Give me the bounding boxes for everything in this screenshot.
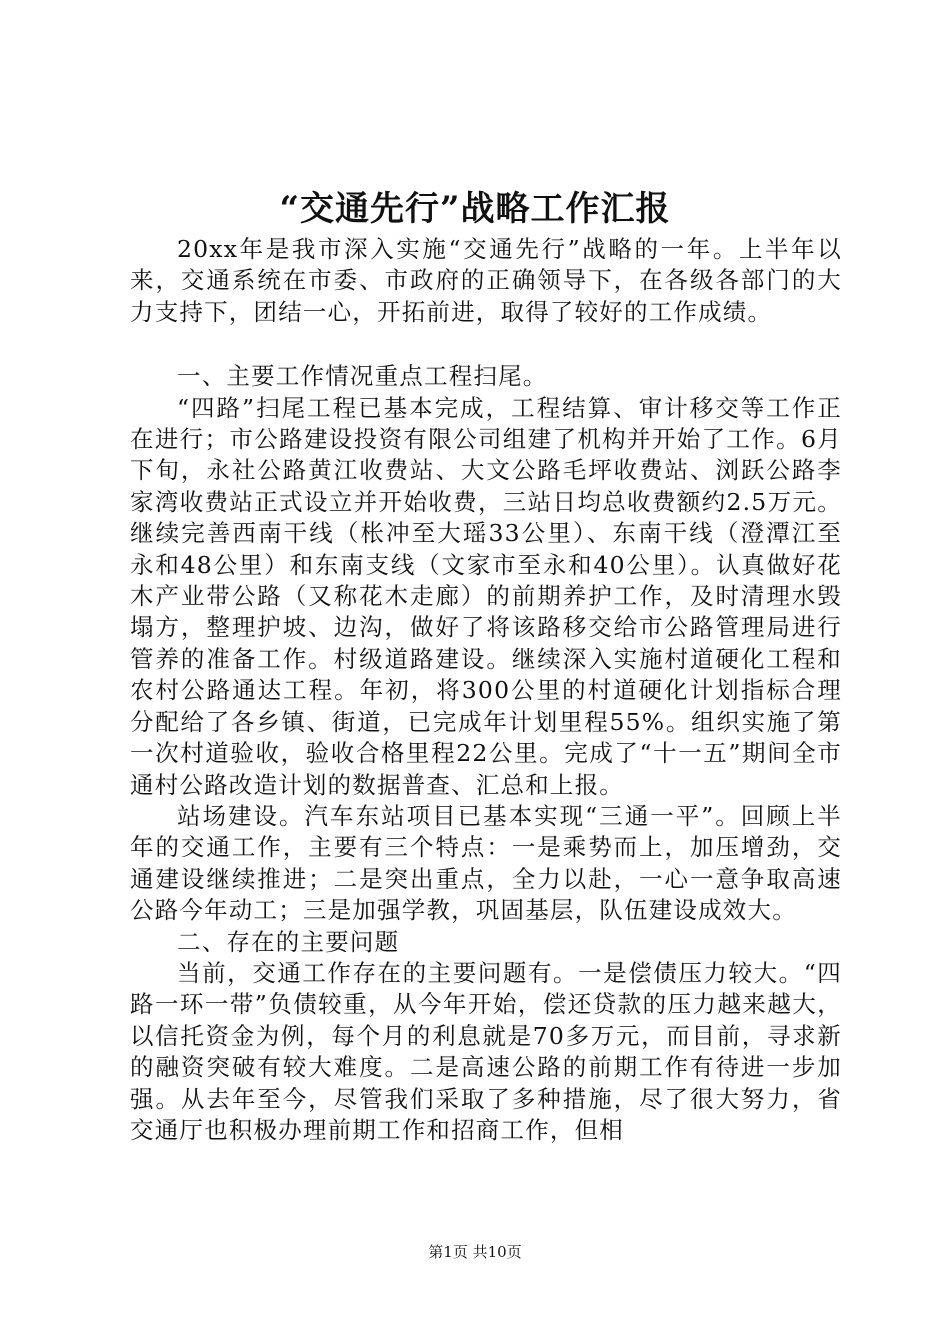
section1-paragraph-2: 站场建设。汽车东站项目已基本实现“三通一平”。回顾上半年的交通工作，主要有三个特点：一是乘势而上，加压增劲，交通建设继续推进；二是突出重点，全力以赴，一心一意争取高速公路今年动工；三是加强学教，巩固基层，队伍建设成效大。 (130, 801, 842, 925)
document-body (130, 234, 842, 1146)
section1-paragraph-1: “四路”扫尾工程已基本完成，工程结算、审计移交等工作正在进行；市公路建设投资有限公司组建了机构并开始了工作。6月下旬，永社公路黄江收费站、大文公路毛坪收费站、浏跃公路李家湾收费站正式设立并开始收费，三站日均总收费额约2.5万元。继续完善西南干线（枨冲至大瑶33公里）、东南干线（澄潭江至永和48公里）和东南支线（文家市至永和40公里）。认真做好花木产业带公路（又称花木走廊）的前期养护工作，及时清理水毁塌方，整理护坡、边沟，做好了将该路移交给市公路管理局进行管养的准备工作。村级道路建设。继续深入实施村道硬化工程和农村公路通达工程。年初，将300公里的村道硬化计划指标合理分配给了各乡镇、街道，已完成年计划里程55%。组织实施了第一次村道验收，验收合格里程22公里。完成了“十一五”期间全市通村公路改造计划的数据普查、汇总和上报。 (130, 393, 842, 799)
section-heading-2: 二、存在的主要问题 (177, 927, 400, 956)
section2-paragraph-1: 当前，交通工作存在的主要问题有。一是偿债压力较大。“四路一环一带”负债较重，从今年开始，偿还贷款的压力越来越大，以信托资金为例，每个月的利息就是70多万元，而目前，寻求新的融资突破有较大难度。二是高速公路的前期工作有待进一步加强。从去年至今，尽管我们采取了多种措施，尽了很大努力，省交通厅也积极办理前期工作和招商工作，但相 (130, 958, 842, 1144)
section-heading-1: 一、主要工作情况重点工程扫尾。 (177, 362, 548, 391)
page-number-footer: 第1页 共10页 (428, 1243, 522, 1261)
document-title: “交通先行”战略工作汇报 (279, 189, 671, 229)
paragraph-gap (130, 328, 842, 361)
intro-paragraph: 20xx年是我市深入实施“交通先行”战略的一年。上半年以来，交通系统在市委、市政府的正确领导下，在各级各部门的大力支持下，团结一心，开拓前进，取得了较好的工作成绩。 (130, 235, 842, 326)
